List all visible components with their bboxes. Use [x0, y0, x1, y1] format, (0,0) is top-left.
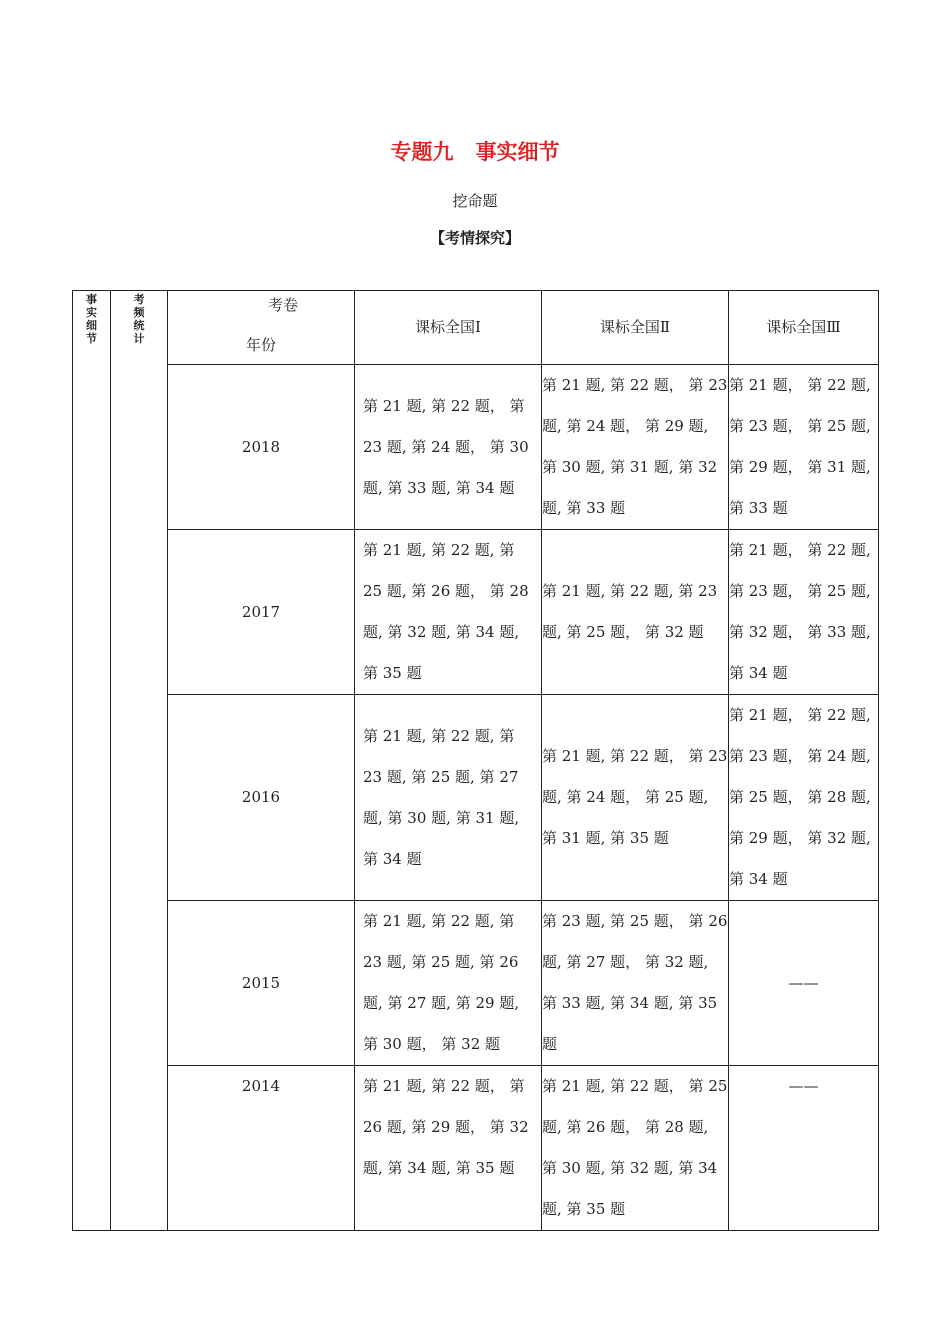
questions-cell: 第 21 题, 第 22 题， 第 23 题, 第 24 题， 第 25 题, 第 31 题, 第 35 题 [542, 695, 729, 901]
questions-cell: 第 21 题, 第 22 题, 第 23 题, 第 25 题， 第 32 题 [542, 530, 729, 695]
questions-cell: 第 21 题, 第 22 题， 第 25 题, 第 26 题， 第 28 题, 第 30 题, 第 32 题, 第 34 题, 第 35 题 [542, 1066, 729, 1231]
questions-cell-empty: —— [729, 1066, 879, 1231]
column-category-label: 考 频 统 计 [111, 291, 168, 1231]
year-cell: 2015 [168, 901, 355, 1066]
table-header-row [73, 291, 879, 365]
year-cell: 2014 [168, 1066, 355, 1231]
questions-cell: 第 21 题, 第 22 题, 第 23 题, 第 25 题, 第 27 题, 第 30 题, 第 31 题, 第 34 题 [355, 695, 542, 901]
year-cell: 2017 [168, 530, 355, 695]
questions-cell: 第 21 题, 第 22 题， 第 23 题, 第 24 题， 第 29 题, 第 30 题, 第 31 题, 第 32 题, 第 33 题 [542, 365, 729, 530]
questions-cell: 第 21 题, 第 22 题, 第 23 题, 第 25 题, 第 26 题, 第 27 题, 第 29 题, 第 30 题， 第 32 题 [355, 901, 542, 1066]
subtitle: 挖命题 [452, 192, 498, 210]
corner-label-paper: 考卷 [268, 296, 299, 314]
questions-cell-empty: —— [729, 901, 879, 1066]
questions-cell: 第 21 题, 第 22 题， 第 23 题, 第 24 题， 第 30 题, 第 33 题, 第 34 题 [355, 365, 542, 530]
page-title [0, 136, 950, 166]
questions-cell: 第 21 题， 第 22 题, 第 23 题， 第 24 题, 第 25 题， 第 28 题, 第 29 题， 第 32 题, 第 34 题 [729, 695, 879, 901]
header-national-1: 课标全国Ⅰ [355, 291, 542, 365]
title-topic-number: 专题九 [390, 140, 454, 164]
table-row [73, 530, 879, 695]
questions-cell: 第 21 题, 第 22 题, 第 25 题, 第 26 题， 第 28 题, 第 32 题, 第 34 题, 第 35 题 [355, 530, 542, 695]
table-row [73, 695, 879, 901]
questions-cell: 第 21 题, 第 22 题， 第 26 题, 第 29 题， 第 32 题, 第 34 题, 第 35 题 [355, 1066, 542, 1231]
table-row [73, 365, 879, 530]
exam-stats-table [72, 290, 879, 1231]
header-national-3: 课标全国Ⅲ [729, 291, 879, 365]
questions-cell: 第 23 题, 第 25 题， 第 26 题, 第 27 题， 第 32 题, 第 33 题, 第 34 题, 第 35 题 [542, 901, 729, 1066]
table-row [73, 901, 879, 1066]
row-category-label: 事 实 细 节 [73, 291, 111, 1231]
corner-label-year: 年份 [246, 336, 277, 354]
header-national-2: 课标全国Ⅱ [542, 291, 729, 365]
header-corner-cell [168, 291, 355, 365]
year-cell: 2016 [168, 695, 355, 901]
title-topic-name: 事实细节 [475, 140, 560, 164]
questions-cell: 第 21 题， 第 22 题, 第 23 题， 第 25 题, 第 32 题， 第 33 题, 第 34 题 [729, 530, 879, 695]
questions-cell: 第 21 题， 第 22 题, 第 23 题， 第 25 题, 第 29 题， 第 31 题, 第 33 题 [729, 365, 879, 530]
year-cell: 2018 [168, 365, 355, 530]
table-row [73, 1066, 879, 1231]
section-heading: 【考情探究】 [429, 229, 520, 247]
